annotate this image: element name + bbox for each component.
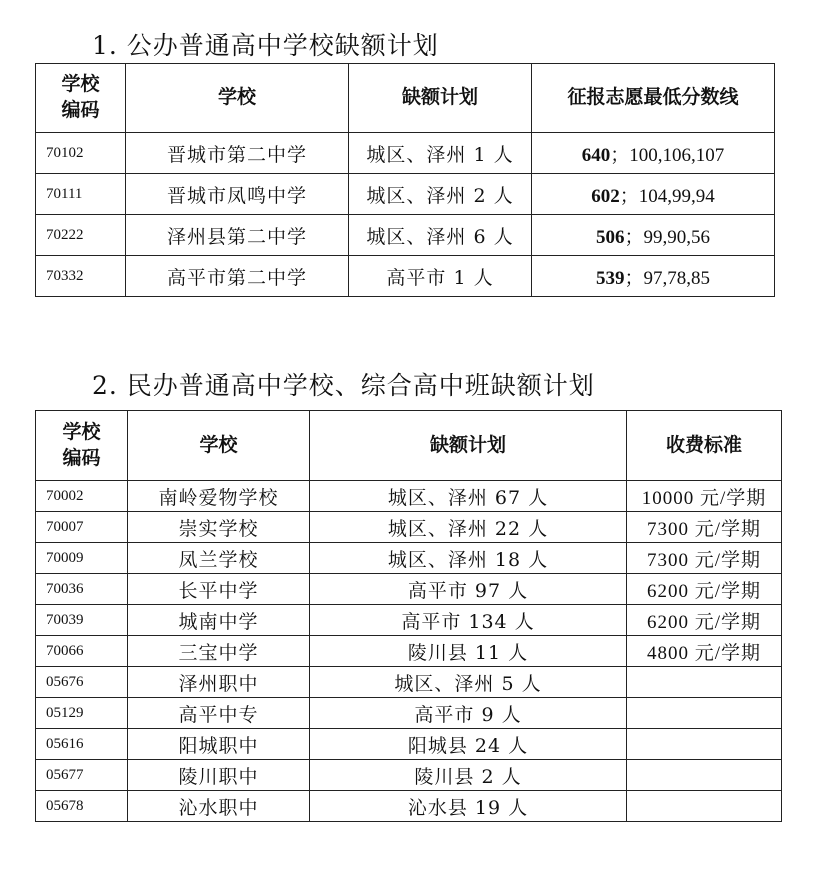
school-name: 泽州职中 [128, 667, 310, 698]
school-code: 70066 [36, 636, 128, 667]
table-row [36, 256, 775, 297]
score-separator: ； [624, 226, 644, 248]
score-total: 506 [595, 226, 625, 248]
score-parts: 99,90,56 [643, 226, 710, 248]
school-code: 05129 [36, 698, 128, 729]
school-name: 晋城市凤鸣中学 [126, 174, 349, 215]
fee: 7300 元/学期 [627, 512, 782, 543]
school-name: 泽州县第二中学 [126, 215, 349, 256]
section-2-title: 2. 民办普通高中学校、综合高中班缺额计划 [92, 371, 595, 400]
school-name: 长平中学 [128, 574, 310, 605]
header-school: 学校 [126, 64, 349, 133]
fee: 4800 元/学期 [627, 636, 782, 667]
table-row [36, 174, 775, 215]
section-1-title: 1. 公办普通高中学校缺额计划 [92, 31, 439, 60]
quota: 高平市 1 人 [349, 256, 532, 297]
fee: 6200 元/学期 [627, 605, 782, 636]
table-row [36, 481, 782, 512]
fee: 7300 元/学期 [627, 543, 782, 574]
quota: 阳城县 24 人 [310, 729, 627, 760]
quota: 城区、泽州 5 人 [310, 667, 627, 698]
school-code: 70102 [36, 133, 126, 174]
private-school-quota-table [35, 410, 782, 822]
header-quota: 缺额计划 [310, 411, 627, 481]
header-code: 学校 编码 [36, 64, 126, 133]
header-quota: 缺额计划 [349, 64, 532, 133]
quota: 城区、泽州 18 人 [310, 543, 627, 574]
school-code: 70222 [36, 215, 126, 256]
quota: 高平市 134 人 [310, 605, 627, 636]
header-fee: 收费标准 [627, 411, 782, 481]
quota: 陵川县 11 人 [310, 636, 627, 667]
public-school-quota-table [35, 63, 775, 297]
quota: 陵川县 2 人 [310, 760, 627, 791]
score-total: 640 [581, 144, 611, 166]
school-code: 05678 [36, 791, 128, 822]
quota: 城区、泽州 67 人 [310, 481, 627, 512]
table-row [36, 698, 782, 729]
quota: 城区、泽州 2 人 [349, 174, 532, 215]
quota: 城区、泽州 22 人 [310, 512, 627, 543]
score-separator: ； [610, 144, 630, 166]
min-score [532, 133, 775, 174]
score-parts: 104,99,94 [638, 185, 715, 207]
quota: 沁水县 19 人 [310, 791, 627, 822]
school-code: 70002 [36, 481, 128, 512]
min-score [532, 174, 775, 215]
table-row [36, 543, 782, 574]
score-separator: ； [619, 185, 639, 207]
table-row [36, 512, 782, 543]
school-code: 70332 [36, 256, 126, 297]
table-header-row [36, 64, 775, 133]
table-header-row [36, 411, 782, 481]
fee [627, 760, 782, 791]
school-name: 城南中学 [128, 605, 310, 636]
table-row [36, 215, 775, 256]
fee: 10000 元/学期 [627, 481, 782, 512]
school-name: 三宝中学 [128, 636, 310, 667]
score-parts: 100,106,107 [629, 144, 725, 166]
school-code: 70007 [36, 512, 128, 543]
min-score [532, 256, 775, 297]
school-name: 凤兰学校 [128, 543, 310, 574]
school-code: 05616 [36, 729, 128, 760]
school-code: 70111 [36, 174, 126, 215]
table-row [36, 729, 782, 760]
table-row [36, 667, 782, 698]
quota: 高平市 9 人 [310, 698, 627, 729]
header-school: 学校 [128, 411, 310, 481]
fee [627, 698, 782, 729]
school-code: 05676 [36, 667, 128, 698]
min-score [532, 215, 775, 256]
school-code: 05677 [36, 760, 128, 791]
school-code: 70036 [36, 574, 128, 605]
score-total: 602 [591, 185, 620, 207]
table-row [36, 636, 782, 667]
quota: 高平市 97 人 [310, 574, 627, 605]
school-name: 南岭爱物学校 [128, 481, 310, 512]
school-name: 陵川职中 [128, 760, 310, 791]
score-parts: 97,78,85 [643, 267, 710, 289]
table-row [36, 605, 782, 636]
fee: 6200 元/学期 [627, 574, 782, 605]
school-name: 晋城市第二中学 [126, 133, 349, 174]
score-separator: ； [624, 267, 644, 289]
fee [627, 667, 782, 698]
school-name: 高平中专 [128, 698, 310, 729]
quota: 城区、泽州 6 人 [349, 215, 532, 256]
table-row [36, 574, 782, 605]
header-min-score: 征报志愿最低分数线 [532, 64, 775, 133]
header-code: 学校 编码 [36, 411, 128, 481]
fee [627, 791, 782, 822]
score-total: 539 [595, 267, 625, 289]
school-name: 沁水职中 [128, 791, 310, 822]
school-name: 崇实学校 [128, 512, 310, 543]
school-name: 阳城职中 [128, 729, 310, 760]
school-code: 70039 [36, 605, 128, 636]
quota: 城区、泽州 1 人 [349, 133, 532, 174]
school-name: 高平市第二中学 [126, 256, 349, 297]
school-code: 70009 [36, 543, 128, 574]
table-row [36, 133, 775, 174]
table-row [36, 791, 782, 822]
table-row [36, 760, 782, 791]
fee [627, 729, 782, 760]
